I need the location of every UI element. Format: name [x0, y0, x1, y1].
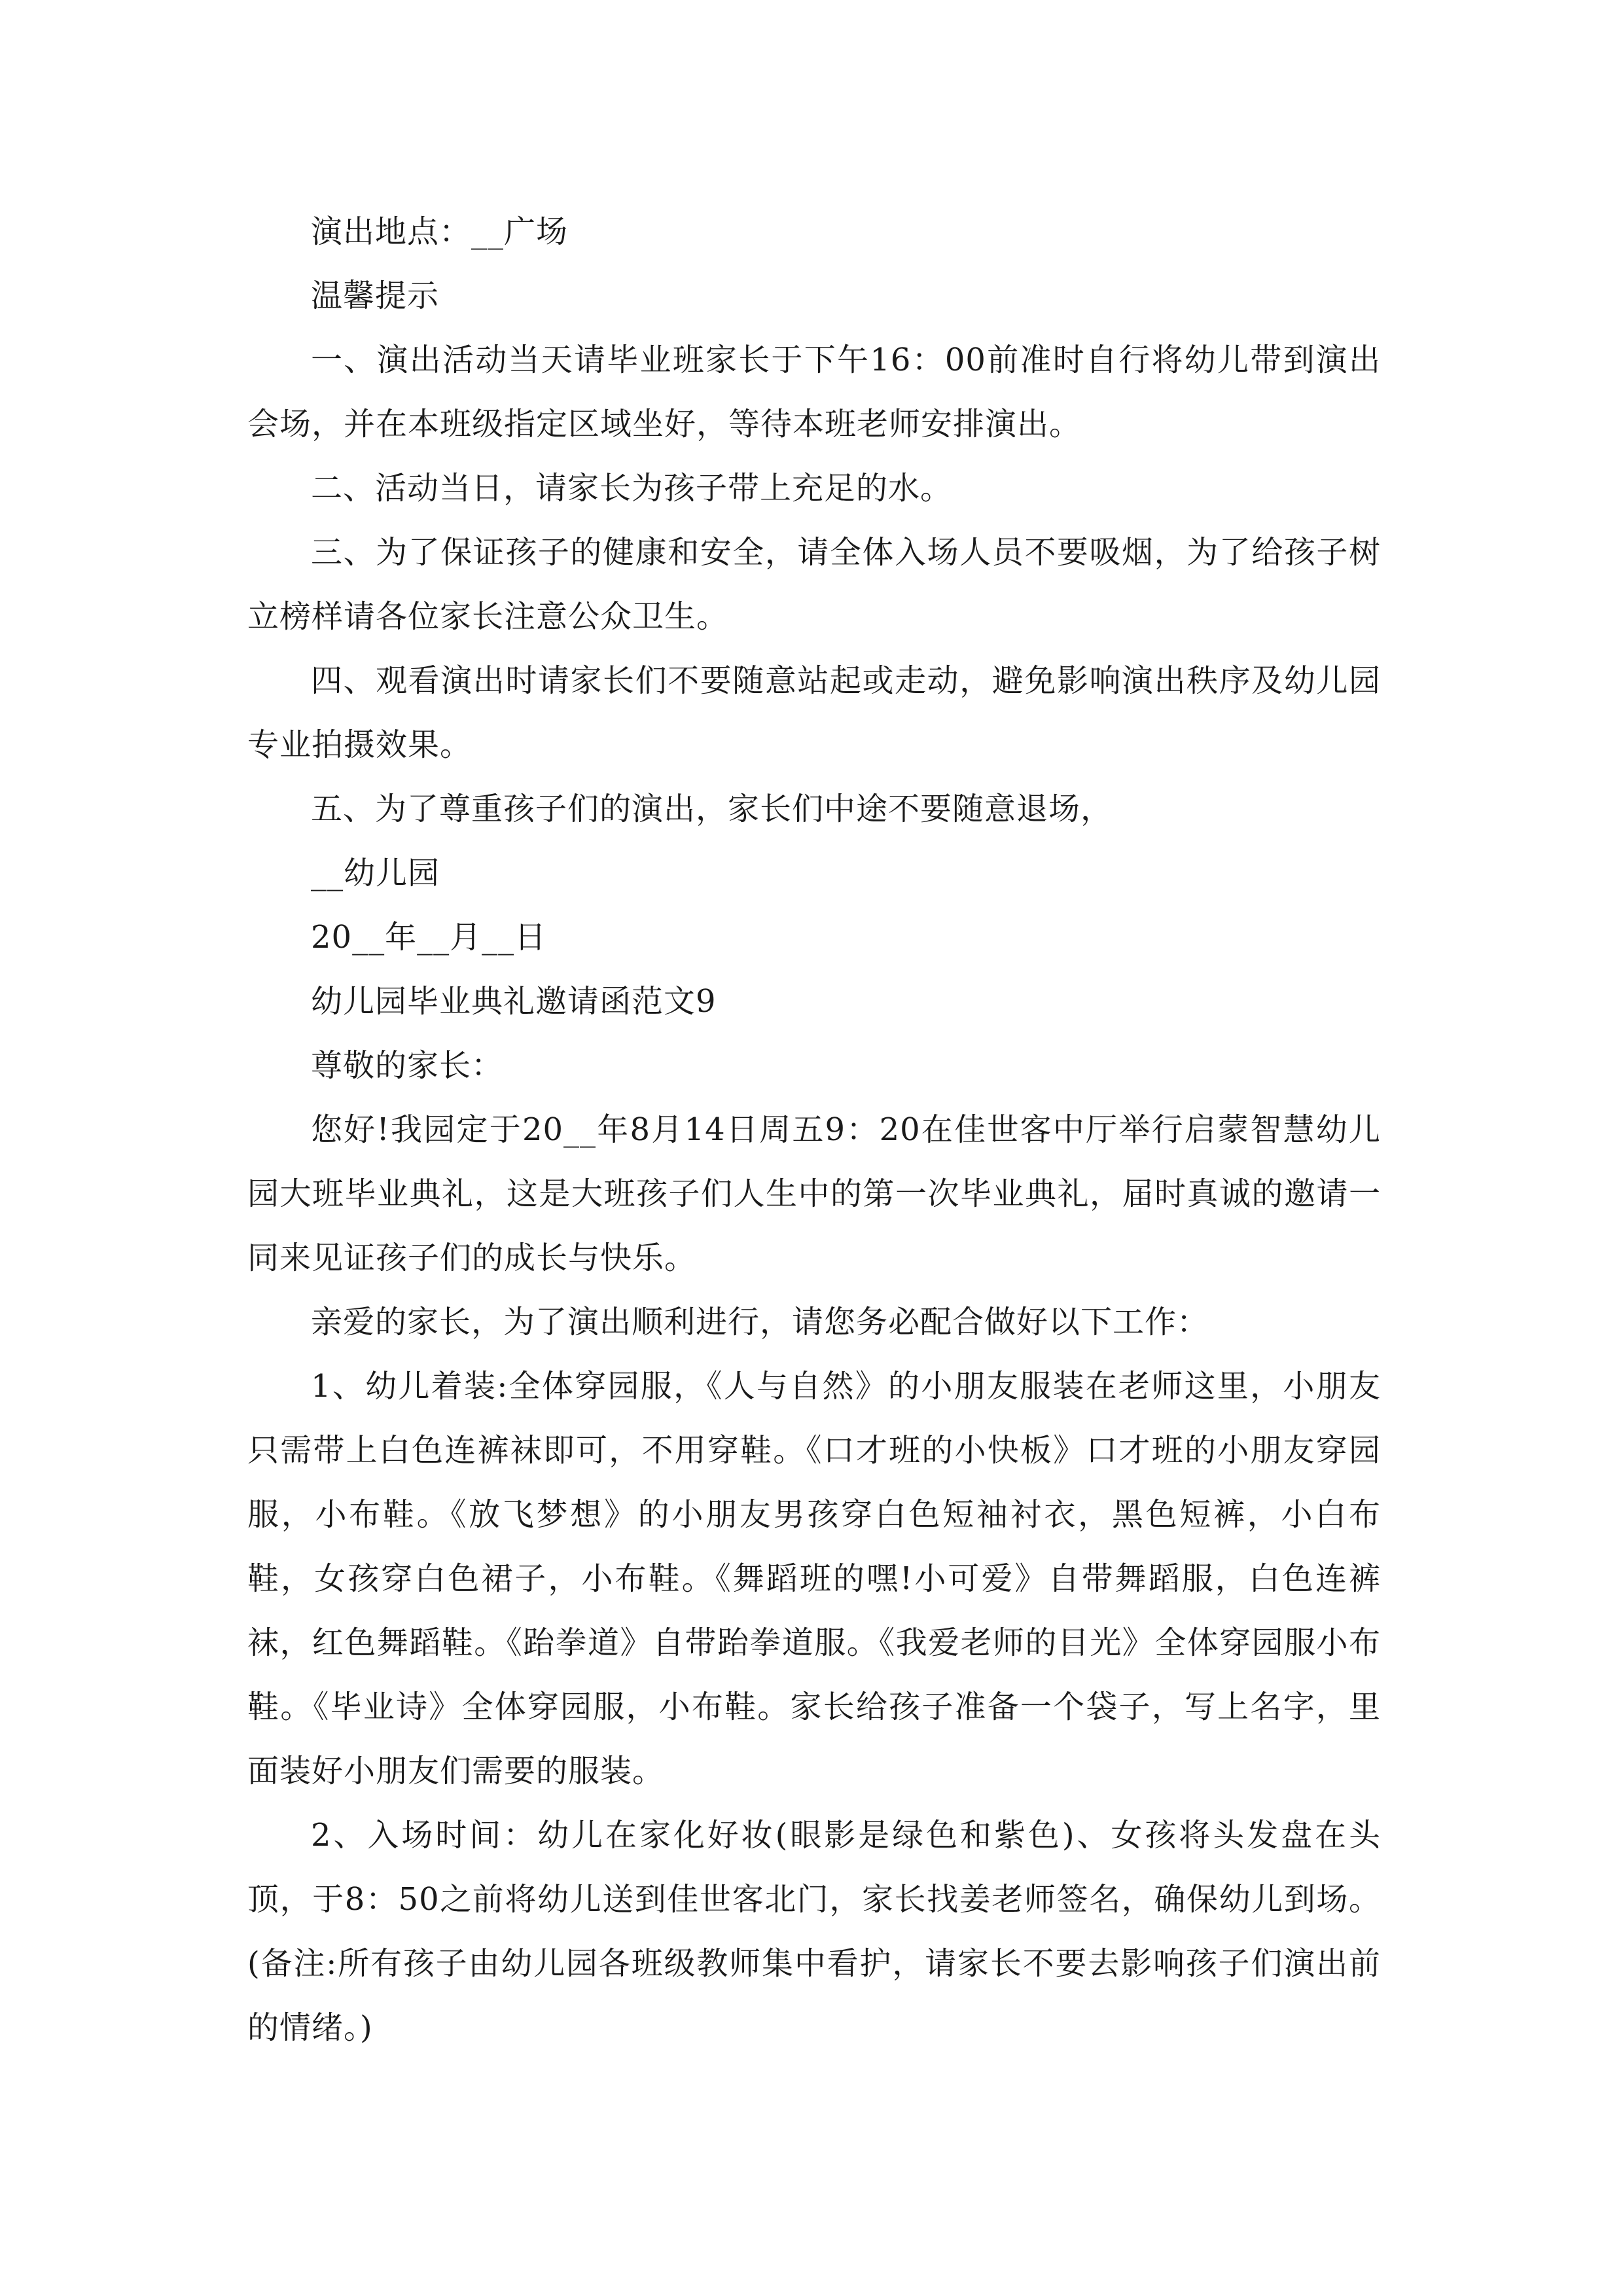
venue-line: 演出地点：__广场 — [311, 213, 569, 250]
body-paragraph-3: 1、幼儿着装:全体穿园服，《人与自然》的小朋友服装在老师这里，小朋友只需带上白色连裤袜即可，不用穿鞋。《口才班的小快板》口才班的小朋友穿园服，小布鞋。《放飞梦想》的小朋友男孩穿白色短袖衬衣，黑色短裤，小白布鞋，女孩穿白色裙子，小布鞋。《舞蹈班的嘿!小可爱》自带舞蹈服，白色连裤袜，红色舞蹈鞋。《跆拳道》自带跆拳道服。《我爱老师的目光》全体穿园服小布鞋。《毕业诗》全体穿园服，小布鞋。家长给孩子准备一个袋子，写上名字，里面装好小朋友们需要的服装。 — [247, 1368, 1381, 1789]
body-paragraph-1: 您好!我园定于20__年8月14日周五9：20在佳世客中厅举行启蒙智慧幼儿园大班毕业典礼，这是大班孩子们人生中的第一次毕业典礼，届时真诚的邀请一同来见证孩子们的成长与快乐。 — [247, 1111, 1381, 1276]
tip-paragraph-3: 三、为了保证孩子的健康和安全，请全体入场人员不要吸烟，为了给孩子树立榜样请各位家长注意公众卫生。 — [247, 534, 1381, 635]
tips-heading: 温馨提示 — [311, 278, 440, 314]
tip-paragraph-5: 五、为了尊重孩子们的演出，家长们中途不要随意退场， — [311, 791, 1113, 827]
signature-line: __幼儿园 — [311, 855, 440, 891]
salutation: 尊敬的家长： — [311, 1047, 504, 1084]
body-paragraph-2: 亲爱的家长，为了演出顺利进行，请您务必配合做好以下工作： — [311, 1304, 1209, 1340]
tip-paragraph-4: 四、观看演出时请家长们不要随意站起或走动，避免影响演出秩序及幼儿园专业拍摄效果。 — [247, 662, 1381, 763]
tip-paragraph-1: 一、演出活动当天请毕业班家长于下午16：00前准时自行将幼儿带到演出会场，并在本班级指定区域坐好，等待本班老师安排演出。 — [247, 342, 1381, 442]
date-line: 20__年__月__日 — [311, 919, 547, 956]
body-paragraph-4: 2、入场时间：幼儿在家化好妆(眼影是绿色和紫色)、女孩将头发盘在头顶，于8：50之前将幼儿送到佳世客北门，家长找姜老师签名，确保幼儿到场。(备注:所有孩子由幼儿园各班级教师集中看护，请家长不要去影响孩子们演出前的情绪。) — [247, 1817, 1381, 2046]
tip-paragraph-2: 二、活动当日，请家长为孩子带上充足的水。 — [311, 470, 953, 507]
section-title: 幼儿园毕业典礼邀请函范文9 — [311, 983, 717, 1020]
document-page — [247, 200, 1381, 2060]
